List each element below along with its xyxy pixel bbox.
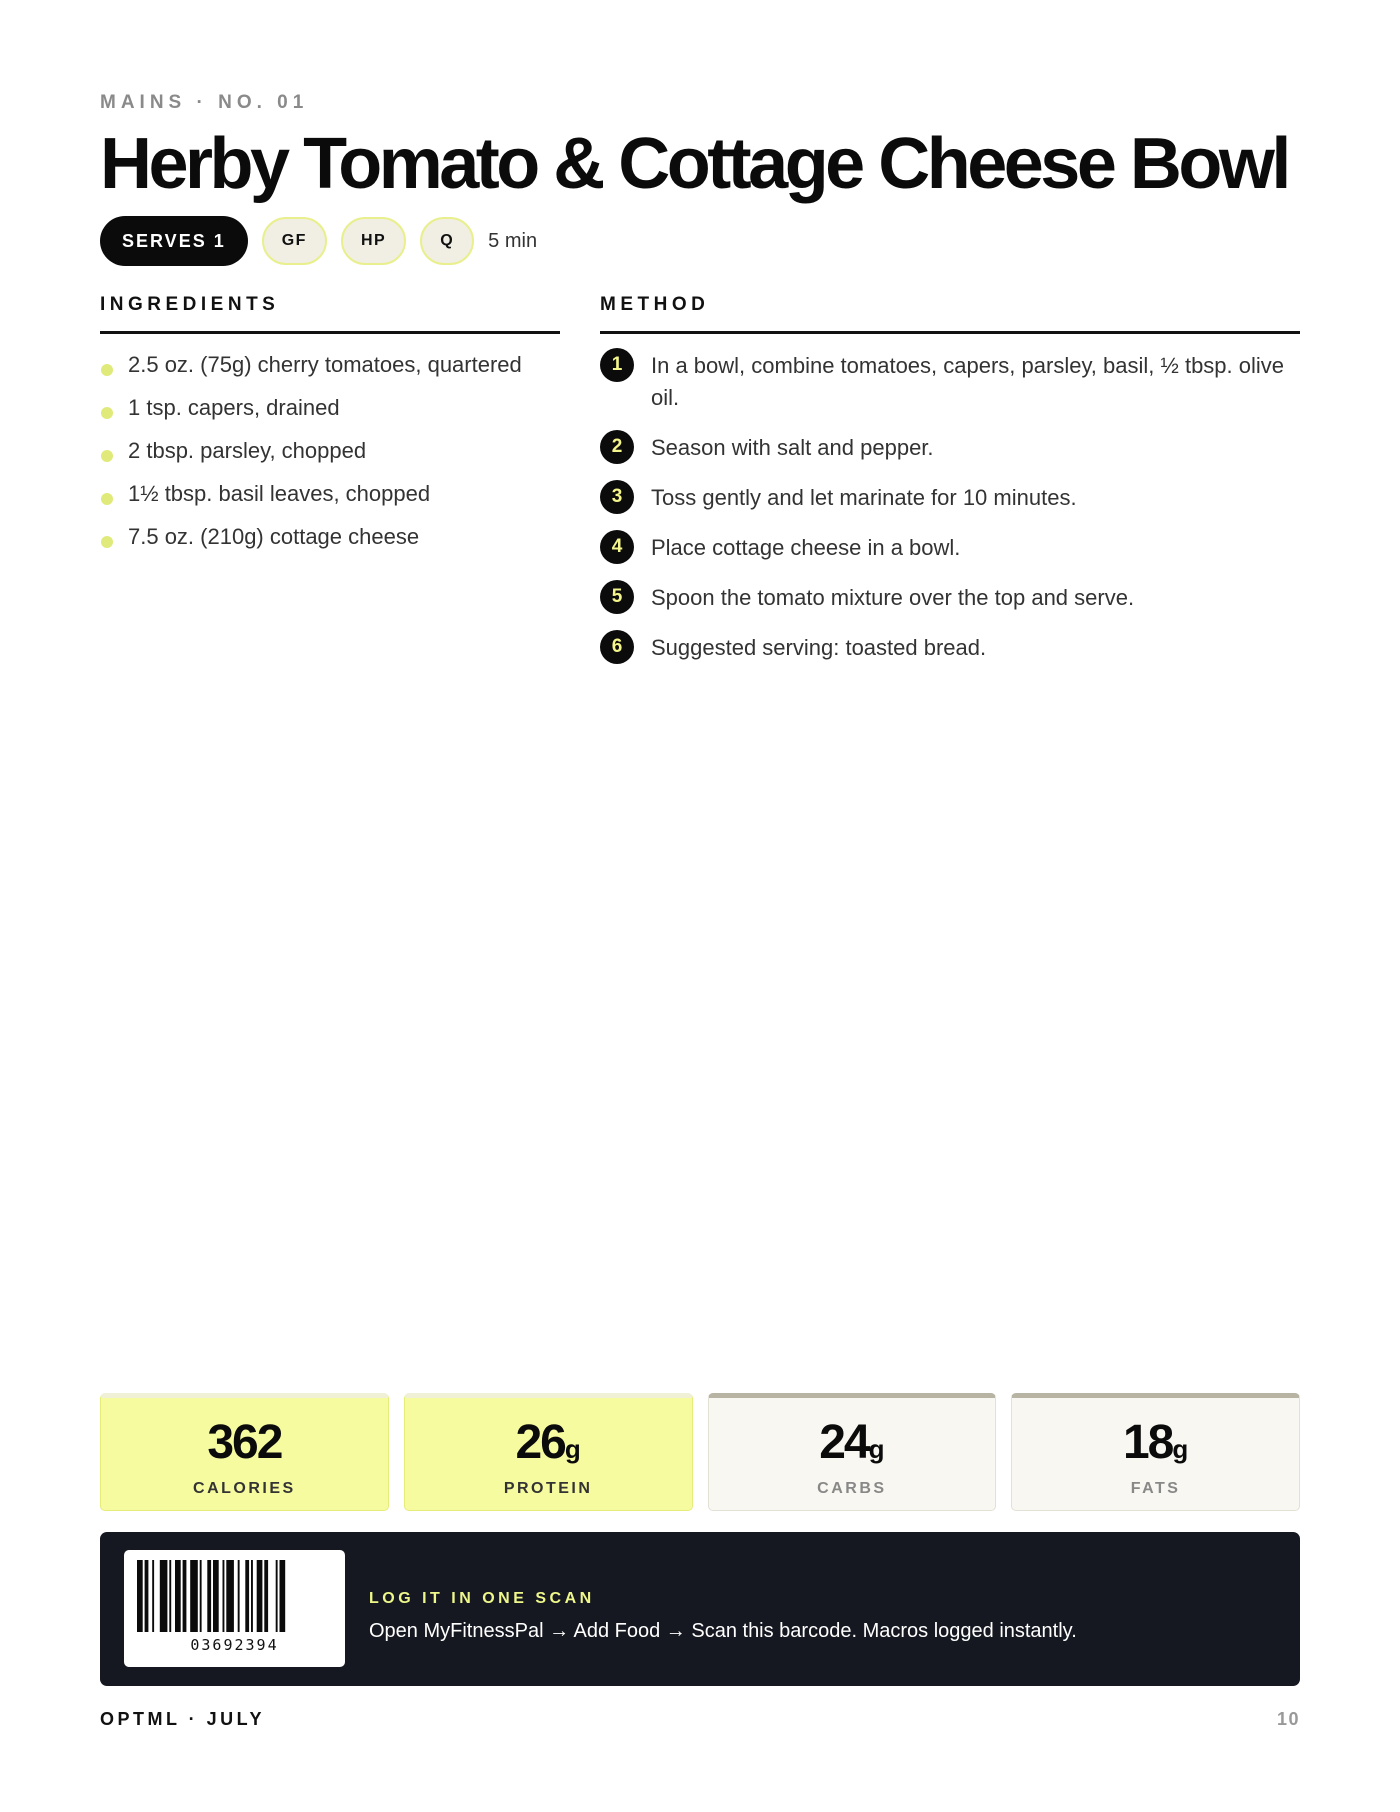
step-number: 5 — [600, 580, 634, 614]
method-step — [600, 482, 1300, 514]
step-text: Season with salt and pepper. — [651, 435, 934, 460]
step-text: In a bowl, combine tomatoes, capers, parsley, basil, ½ tbsp. olive oil. — [651, 353, 1285, 410]
barcode-bar — [276, 1560, 278, 1632]
macro-value: 24g — [819, 1416, 885, 1469]
recipe-page — [100, 0, 1300, 1812]
barcode-bar — [175, 1560, 181, 1632]
ingredient-item — [100, 522, 560, 552]
macro-calories — [100, 1393, 389, 1511]
scan-kicker: LOG IT IN ONE SCAN — [369, 1590, 595, 1607]
scan-banner — [100, 1532, 1300, 1686]
bullet-icon — [101, 407, 113, 419]
ingredients-heading: INGREDIENTS — [100, 294, 280, 315]
barcode-bar — [280, 1560, 286, 1632]
tag-gf: GF — [262, 217, 327, 265]
barcode-bar — [190, 1560, 198, 1632]
macro-label: FATS — [1130, 1480, 1181, 1497]
barcode-bar — [145, 1560, 149, 1632]
scan-instructions: Open MyFitnessPal → Add Food → Scan this barcode. Macros logged instantly. — [369, 1620, 1077, 1642]
barcode-bar — [264, 1560, 268, 1632]
method-step — [600, 432, 1300, 464]
barcode-bar — [207, 1560, 211, 1632]
barcode-bar — [160, 1560, 168, 1632]
ingredient-item — [100, 436, 560, 466]
macro-label: PROTEIN — [503, 1480, 593, 1497]
step-number: 3 — [600, 480, 634, 514]
footer-publication: OPTML · JULY — [100, 1709, 266, 1729]
macros-row — [100, 1393, 1300, 1511]
ingredient-text: 1½ tbsp. basil leaves, chopped — [128, 481, 431, 506]
ingredient-item — [100, 350, 560, 380]
method-steps — [600, 350, 1300, 682]
macro-label: CARBS — [817, 1480, 887, 1497]
barcode-number: 03692394 — [190, 1636, 279, 1654]
prep-time: 5 min — [488, 229, 538, 252]
barcode-bar — [245, 1560, 249, 1632]
method-step — [600, 350, 1300, 414]
barcode-icon — [137, 1560, 332, 1632]
step-text: Suggested serving: toasted bread. — [651, 635, 987, 660]
step-number: 1 — [600, 348, 634, 382]
ingredient-text: 2 tbsp. parsley, chopped — [128, 438, 367, 463]
ingredients-divider — [100, 331, 560, 334]
recipe-tags — [100, 216, 537, 266]
barcode-card[interactable] — [124, 1550, 345, 1667]
step-number: 4 — [600, 530, 634, 564]
barcode-bar — [251, 1560, 253, 1632]
bullet-icon — [101, 493, 113, 505]
step-number: 6 — [600, 630, 634, 664]
step-number: 2 — [600, 430, 634, 464]
barcode-bar — [200, 1560, 202, 1632]
page-number: 10 — [1276, 1709, 1300, 1729]
barcode-bar — [238, 1560, 240, 1632]
section-kicker: MAINS · NO. 01 — [100, 92, 309, 113]
ingredient-text: 7.5 oz. (210g) cottage cheese — [128, 524, 420, 549]
barcode-bar — [226, 1560, 234, 1632]
tag-hp: HP — [341, 217, 406, 265]
macro-value: 362 — [207, 1416, 282, 1469]
serves-badge: SERVES 1 — [100, 216, 248, 266]
bullet-icon — [101, 450, 113, 462]
step-text: Toss gently and let marinate for 10 minutes. — [651, 485, 1077, 510]
ingredients-list — [100, 350, 560, 565]
macro-value: 18g — [1122, 1416, 1189, 1469]
ingredient-text: 2.5 oz. (75g) cherry tomatoes, quartered — [128, 352, 522, 377]
step-text: Spoon the tomato mixture over the top and serve. — [651, 585, 1135, 610]
method-step — [600, 582, 1300, 614]
bullet-icon — [101, 364, 113, 376]
macro-fats — [1011, 1393, 1300, 1511]
barcode-bar — [223, 1560, 225, 1632]
barcode-bar — [213, 1560, 219, 1632]
barcode-bar — [257, 1560, 263, 1632]
barcode-bar — [169, 1560, 171, 1632]
barcode-bar — [137, 1560, 143, 1632]
step-text: Place cottage cheese in a bowl. — [651, 535, 961, 560]
macro-label: CALORIES — [193, 1480, 296, 1497]
barcode-bar — [183, 1560, 187, 1632]
ingredient-text: 1 tsp. capers, drained — [128, 395, 340, 420]
macro-carbs — [708, 1393, 997, 1511]
tag-q: Q — [420, 217, 474, 265]
barcode-bar — [152, 1560, 154, 1632]
recipe-title: Herby Tomato & Cottage Cheese Bowl — [100, 124, 1288, 204]
ingredient-item — [100, 479, 560, 509]
bullet-icon — [101, 536, 113, 548]
macro-value: 26g — [515, 1416, 581, 1469]
method-step — [600, 532, 1300, 564]
method-divider — [600, 331, 1300, 334]
method-step — [600, 632, 1300, 664]
method-heading: METHOD — [600, 294, 710, 315]
ingredient-item — [100, 393, 560, 423]
macro-protein — [404, 1393, 693, 1511]
